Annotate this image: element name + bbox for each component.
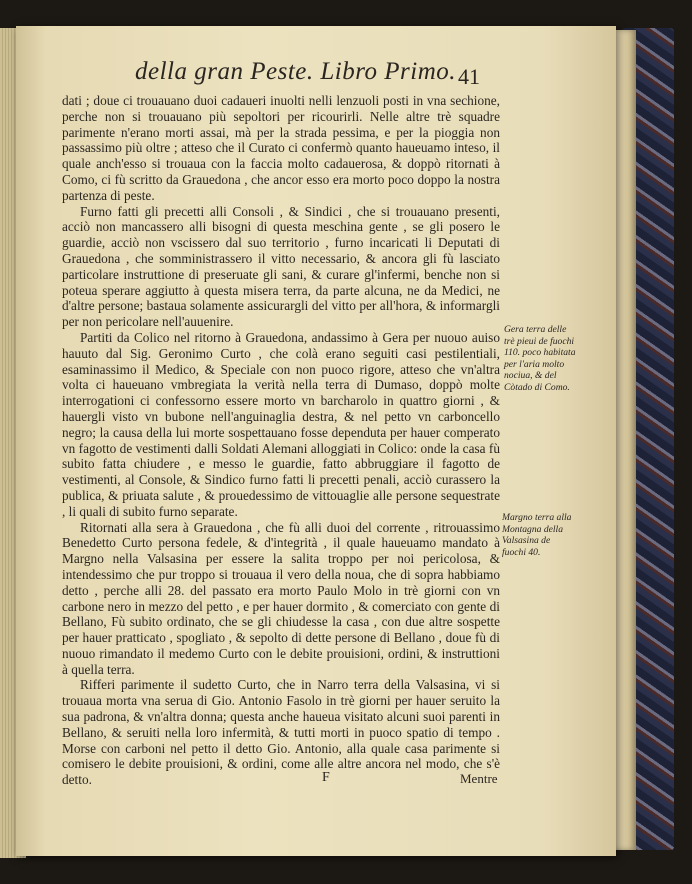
signature-mark: F [322,770,330,785]
paragraph: Partiti da Colico nel ritorno à Grauedona, andassimo à Gera per nuouo auiso hauuto dal Sig. Geronimo Curto , che colà erano seguiti casi pestilentiali, esaminassimo il Medico, & Speciale con non puoco rigore, atteso che vn'altra volta ci haueuano vmbregiata la verità nella terra di Dumaso, doppò molte interrogationi ci confessorno essere morto vn barcharolo in quattro giorni , & hauergli visto vn bubone nell'anguinaglia destra, & nel petto vn carboncello negro; la causa della lui morte sospettauano fosse dependuta per hauer comperato vn fagotto de vestimenti dalli Soldati Alemani alloggiati in Colico: onde la casa fù subito fatta chiudere , e messo le guardie, fatto abbruggiare il fagotto de vestimenti, al Console, & Sindico furno fatti li precetti penali, acciò curassero la publica, & priuata salute , & prouedessimo de vittouaglie alle persone sequestrate , li quali di subito furno separate. [62,329,500,519]
side-note-gera: Gera terra delle trè pieui de fuochi 110. poco habitata per l'aria molto nociua, & del Còtado di Como. [504,324,576,393]
paragraph: dati ; doue ci trouauano duoi cadaueri inuolti nelli lenzuoli posti in vna sechione, perche non si trouauano più sepoltori per ricourirli. Nelle altre trè squadre parimente n'erano morti assai, mà per la strada pessima, e per la pioggia non passassimo più oltre ; atteso che il Curato ci confermò quanto haueuamo inteso, il quale anch'esso si trouaua con la faccia molto cadauerosa, & doppò ritornati à Como, ci fù scritto da Grauedona , che ancor esso era morto poco doppo la nostra partenza di peste. [62,93,500,203]
running-head: della gran Peste. Libro Primo. [135,58,457,85]
catchword: Mentre [460,771,498,786]
body-text [62,93,500,788]
page-number: 41 [458,64,480,89]
side-note-margno: Margno terra alla Montagna della Valsasina de fuochi 40. [502,512,572,558]
paragraph: Ritornati alla sera à Grauedona , che fù alli duoi del corrente , ritrouassimo Benedetto Curto persona fedele, & d'integrità , il quale haueuamo mandato à Margno nella Valsasina per essere la salita troppo per noi pericolosa, & intendessimo che pur troppo si trouaua il vero della noua, che di sopra habbiamo detto , perche alli 28. del passato era morto Paulo Molo in trè giorni con vn carbone nero in mezzo del petto , e per hauer dormito , & comerciato con gente di Bellano, Fù subito ordinato, che se gli chiudesse la casa , con due altre sospette per hauer pratticato , spogliato , & sepolto di dette persone di Bellano , doue fù di nuouo rimandato il medemo Curto con le debite prouisioni, ordini, & instruttioni à quella terra. [62,519,500,677]
paragraph: Furno fatti gli precetti alli Consoli , & Sindici , che si trouauano presenti, acciò non mancassero alli bisogni di questa meschina gente , se gli posero le guardie, acciò non vscissero dal suo territorio , furno incaricati li Deputati di Grauedona , che somministrassero il vitto necessario, & ancora gli fù lasciato particolare instruttione di preseruate gli sani, & curare gl'infermi, benche non si poteua sperare aggiutto à questa misera terra, da parte alcuna, ne da Medici, ne d'altre persone; bastaua solamente assicurargli del vitto per all'hora, & informargli per non pericolare nell'auuenire. [62,203,500,330]
paragraph: Rifferi parimente il sudetto Curto, che in Narro terra della Valsasina, vi si trouaua morta vna serua di Gio. Antonio Fasolo in trè giorni per hauer seruito la sua padrona, & vn'altra donna; questa anche haueua visitato alcuni suoi parenti in Bellano, & seruiti nella loro infermità, & tutti morti in puoco spatio di tempo . Morse con carboni nel petto il detto Gio. Antonio, alla quale casa parimente si comisero le debite prouisioni, & ordini, come alle altre ancora nel modo, che s'è detto. [62,677,500,788]
